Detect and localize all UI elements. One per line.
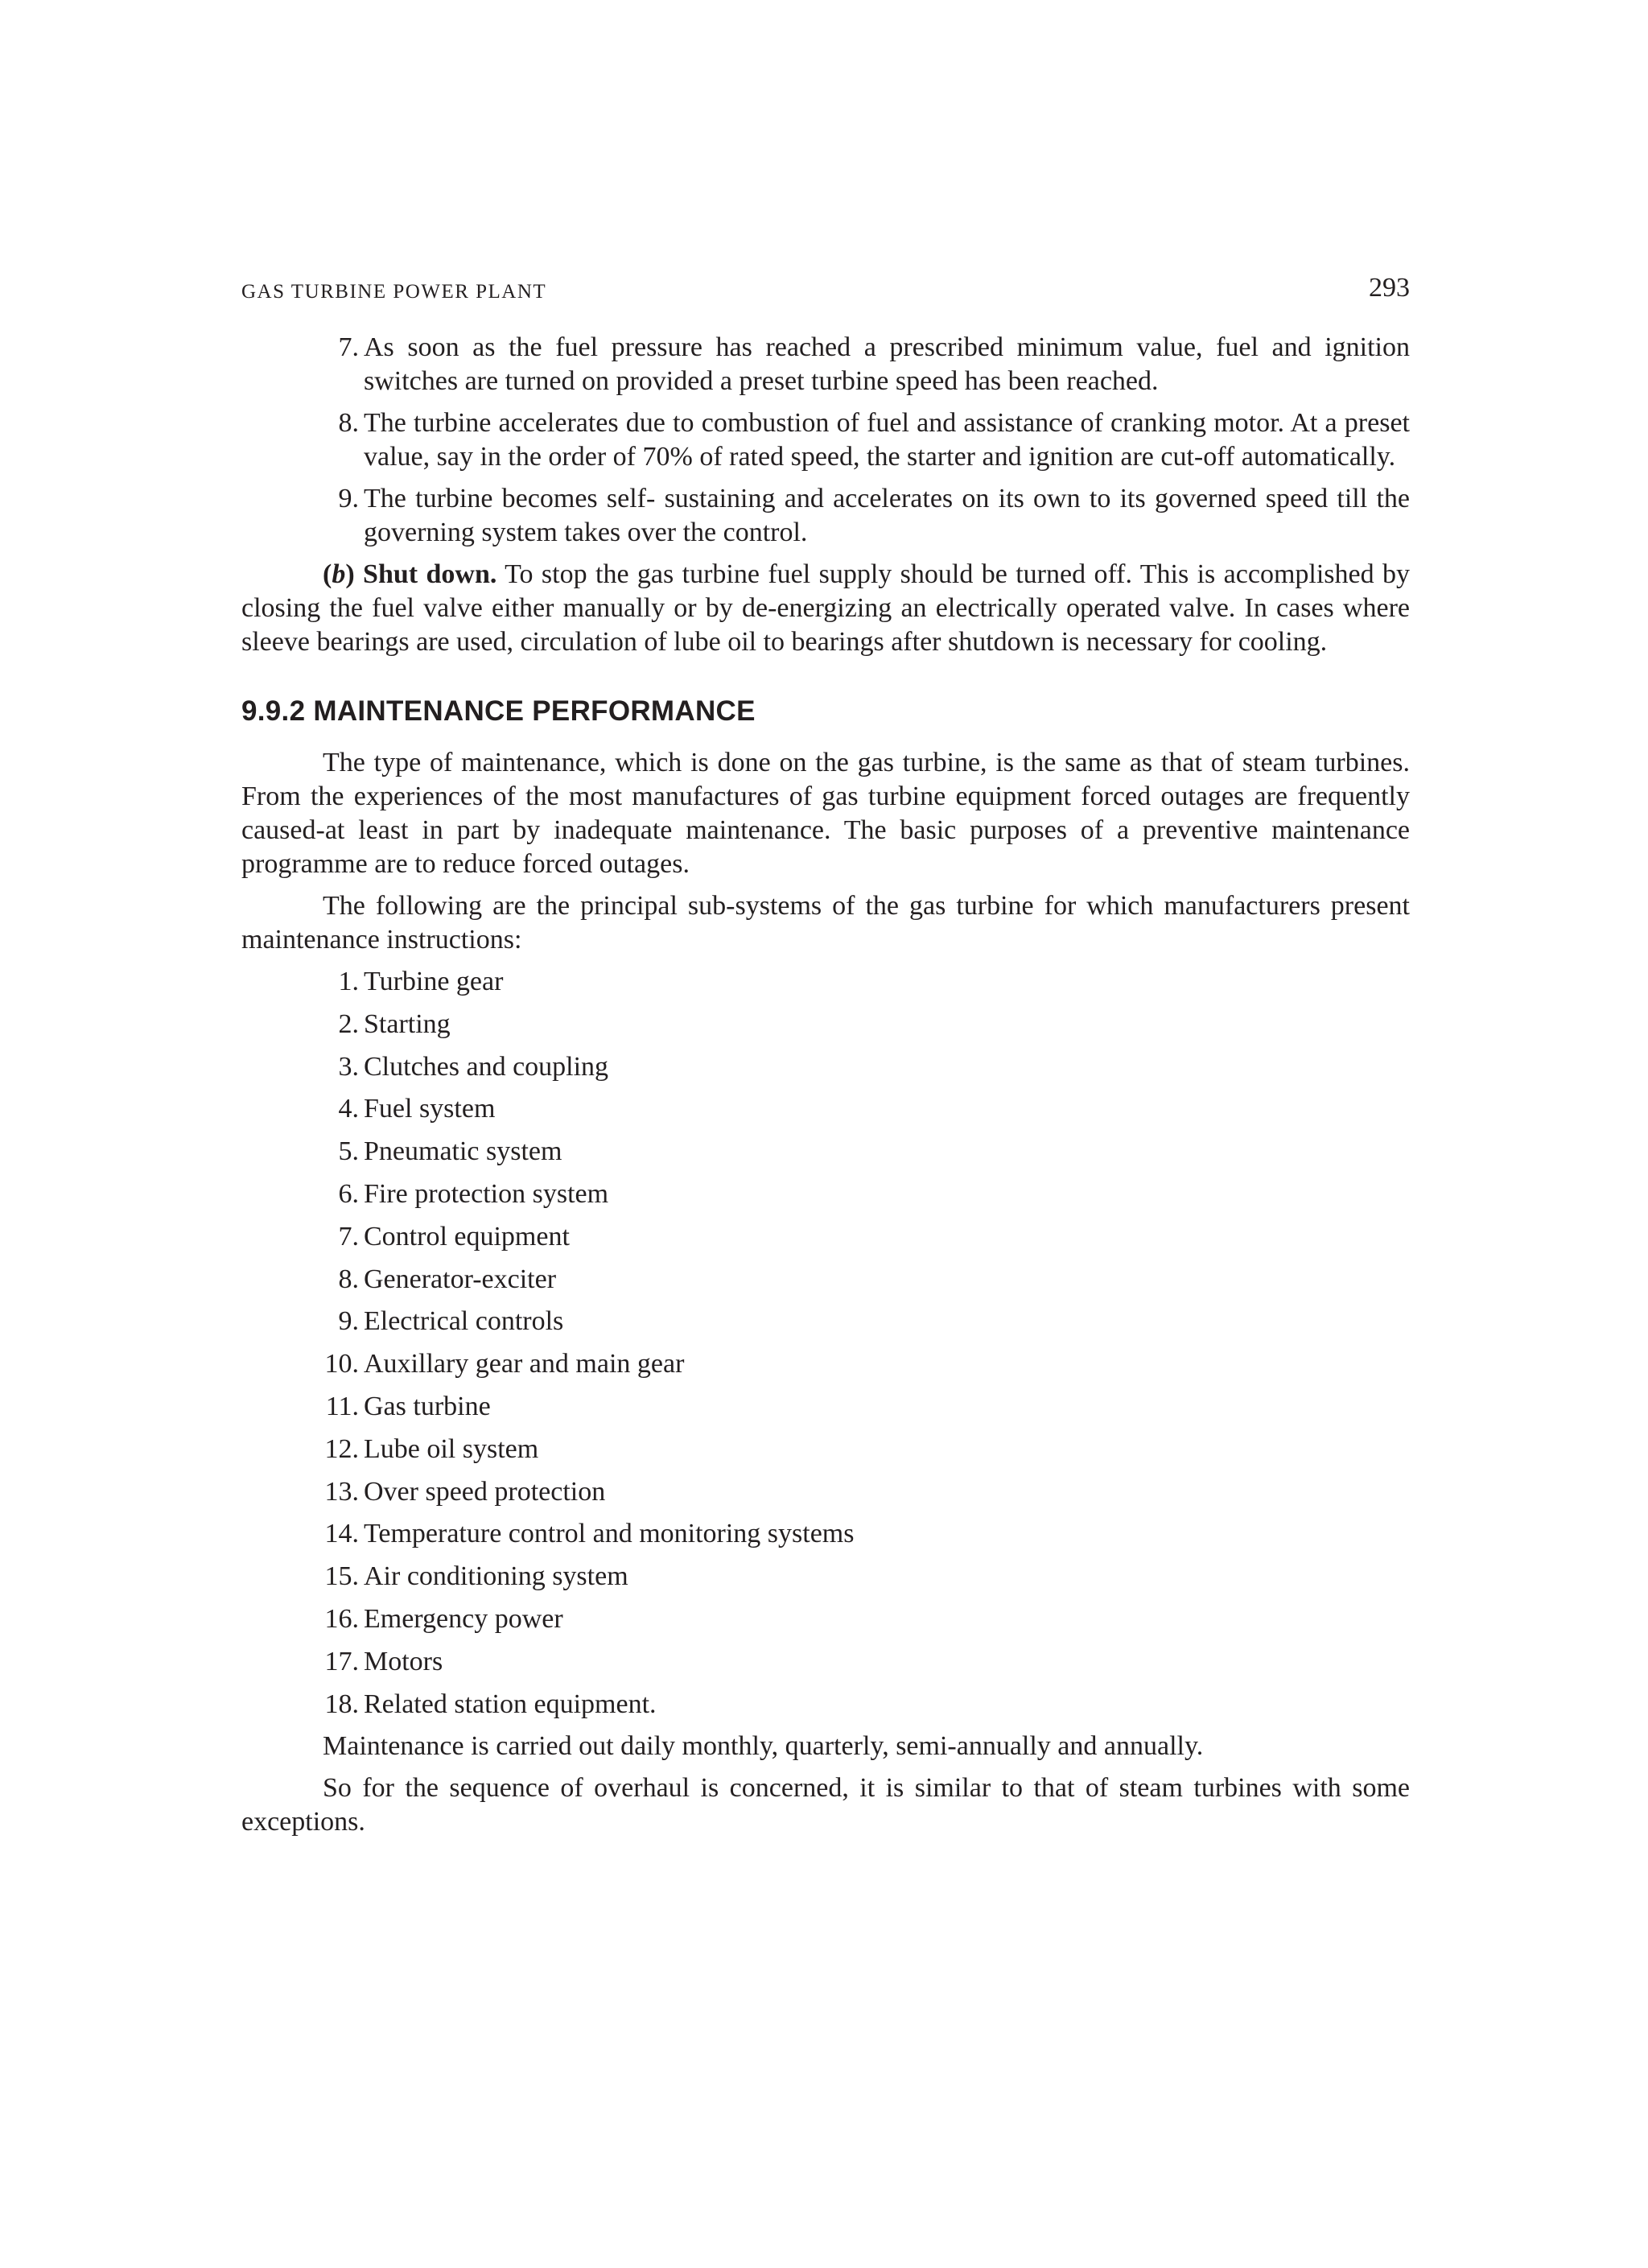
list-item-number: 7.: [338, 332, 359, 362]
list-item-number: 9.: [338, 1306, 359, 1337]
list-item-number: 12.: [324, 1433, 359, 1464]
list-item-number: 2.: [338, 1008, 359, 1039]
list-item-number: 13.: [324, 1476, 359, 1507]
list-item: [241, 1092, 1410, 1126]
list-item: [241, 406, 1410, 474]
list-item: [241, 482, 1410, 550]
shutdown-text: To stop the gas turbine fuel supply should be turned off. This is accomplished by closing the fuel valve either manually or by de-energizing an electrically operated valve. In cases where sleeve bearings are used, circulation of lube oil to bearings after shutdown is necessary for cooling.: [241, 559, 1410, 657]
list-item-number: 7.: [338, 1221, 359, 1252]
list-item: [241, 1602, 1410, 1636]
list-item: [241, 1390, 1410, 1424]
shutdown-label-open: (: [323, 559, 332, 589]
list-item: [241, 1517, 1410, 1551]
list-item-number: 8.: [338, 408, 359, 438]
list-item-text: Related station equipment.: [364, 1689, 657, 1719]
overhaul-paragraph: So for the sequence of overhaul is concerned, it is similar to that of steam turbines with some exceptions.: [241, 1773, 1410, 1837]
list-item-text: Temperature control and monitoring systems: [364, 1519, 855, 1549]
list-item-number: 17.: [324, 1646, 359, 1676]
list-item: [241, 1305, 1410, 1338]
list-item-number: 9.: [338, 484, 359, 513]
list-item: [241, 1688, 1410, 1722]
list-item-number: 6.: [338, 1178, 359, 1209]
list-item-text: Air conditioning system: [364, 1561, 628, 1592]
list-item-number: 10.: [324, 1349, 359, 1379]
startup-steps-list: [241, 331, 1410, 550]
shutdown-label-close: ) Shut down.: [345, 559, 497, 589]
shutdown-label-letter: b: [332, 559, 346, 589]
section-title: MAINTENANCE PERFORMANCE: [313, 695, 756, 727]
list-item: [241, 1220, 1410, 1254]
list-item-number: 11.: [325, 1391, 359, 1421]
running-head-title: GAS TURBINE POWER PLANT: [241, 281, 547, 303]
list-item-text: Starting: [364, 1008, 451, 1039]
list-item: [241, 1008, 1410, 1041]
list-item-text: Turbine gear: [364, 967, 504, 996]
list-item: [241, 1560, 1410, 1594]
intro-paragraph: The type of maintenance, which is done on the gas turbine, is the same as that of steam turbines. From the experiences of the most manufactures of gas turbine equipment forced outages are frequently caused-at least in part by inadequate maintenance. The basic purposes of a preventive maintenance programme are to reduce forced outages.: [241, 748, 1410, 879]
list-item-text: Clutches and coupling: [364, 1051, 609, 1082]
list-item: [241, 1347, 1410, 1381]
list-item: [241, 1050, 1410, 1084]
list-item-text: The turbine becomes self- sustaining and accelerates on its own to its governed speed till the governing system takes over the control.: [364, 484, 1410, 547]
maintenance-frequency-paragraph: Maintenance is carried out daily monthly, quarterly, semi-annually and annually.: [323, 1731, 1204, 1762]
list-item-text: Fuel system: [364, 1094, 496, 1124]
list-item-text: Generator-exciter: [364, 1264, 557, 1294]
list-item-number: 8.: [338, 1264, 359, 1294]
document-page: [241, 270, 1410, 1839]
list-item: [241, 1263, 1410, 1297]
list-item: [241, 1475, 1410, 1509]
list-item: [241, 1177, 1410, 1211]
list-item-text: Auxillary gear and main gear: [364, 1349, 685, 1379]
subsystems-list: [241, 965, 1410, 1722]
list-item-number: 18.: [324, 1689, 359, 1719]
list-item-number: 4.: [338, 1094, 359, 1124]
list-item-text: Pneumatic system: [364, 1136, 562, 1167]
list-item-text: Fire protection system: [364, 1178, 609, 1209]
list-item-number: 5.: [338, 1136, 359, 1167]
list-item-text: Lube oil system: [364, 1433, 539, 1464]
list-item: [241, 1135, 1410, 1169]
list-item: [241, 1645, 1410, 1679]
list-item-text: Over speed protection: [364, 1476, 606, 1507]
list-item: [241, 331, 1410, 398]
page-number: 293: [1369, 273, 1410, 303]
list-item-number: 3.: [338, 1051, 359, 1082]
section-number: 9.9.2: [241, 695, 306, 727]
list-item-number: 15.: [324, 1561, 359, 1592]
list-item-text: Control equipment: [364, 1221, 570, 1252]
list-item-text: The turbine accelerates due to combustion of fuel and assistance of cranking motor. At a preset value, say in the order of 70% of rated speed, the starter and ignition are cut-off automatically.: [364, 408, 1410, 472]
list-intro-paragraph: The following are the principal sub-systems of the gas turbine for which manufacturers present maintenance instructions:: [241, 891, 1410, 955]
list-item: [241, 965, 1410, 999]
list-item: [241, 1433, 1410, 1466]
list-item-text: Emergency power: [364, 1603, 563, 1634]
list-item-text: Electrical controls: [364, 1306, 564, 1337]
shutdown-paragraph: [241, 558, 1410, 659]
running-head: [241, 270, 1410, 315]
list-item-number: 1.: [338, 967, 359, 996]
list-item-text: Gas turbine: [364, 1391, 491, 1421]
shutdown-label: [323, 559, 496, 589]
section-heading: [241, 695, 1410, 728]
list-item-number: 14.: [324, 1519, 359, 1549]
list-item-text: As soon as the fuel pressure has reached a prescribed minimum value, fuel and ignition switches are turned on provided a preset turbine speed has been reached.: [364, 332, 1410, 396]
list-item-text: Motors: [364, 1646, 443, 1676]
list-item-number: 16.: [324, 1603, 359, 1634]
